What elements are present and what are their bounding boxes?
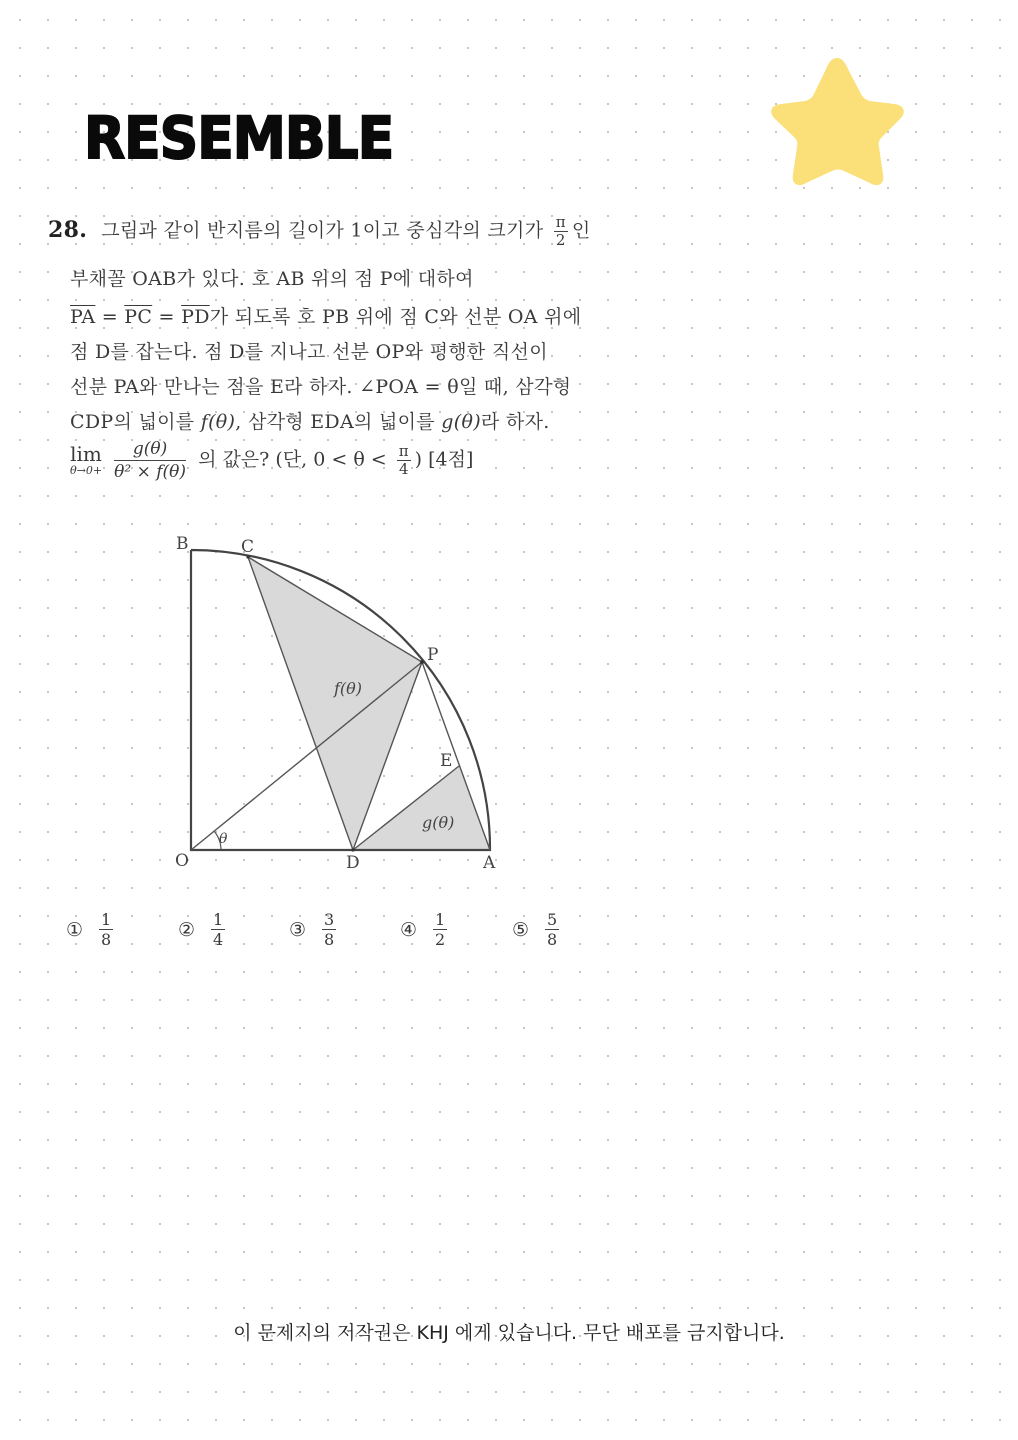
label-b: B [176, 534, 189, 554]
pi-over-2: $\frac{\pi}{2}$ [555, 213, 566, 249]
label-e: E [440, 751, 453, 771]
label-g-theta: g(θ) [422, 813, 455, 832]
choice-2[interactable]: ② $\frac{1}{4}$ [178, 910, 224, 949]
label-f-theta: f(θ) [334, 679, 363, 698]
problem-line-1: 부채꼴 OAB가 있다. 호 AB 위의 점 P에 대하여 [70, 268, 474, 290]
limit-fraction: $\frac{g(\theta)}{\text{θ² × f(θ)}}$ [114, 439, 187, 482]
limit-expression: lim θ→0+ $\frac{g(\theta)}{\text{θ² × f(θ)}}$ 의 값은? (단, 0 < θ < $\frac{\pi}{4}$ ) [4점] [70, 439, 474, 482]
triangle-cdp [248, 557, 422, 850]
choice-4[interactable]: ④ $\frac{1}{2}$ [400, 910, 446, 949]
problem-line-0: 28. 그림과 같이 반지름의 길이가 1이고 중심각의 크기가 $\frac{\pi}{2}$ 인 [48, 213, 591, 249]
label-o: O [175, 851, 189, 871]
choice-1[interactable]: ① $\frac{1}{8}$ [66, 910, 112, 949]
resemble-logo: RESEMBLE [84, 104, 394, 172]
answer-choices [66, 910, 586, 960]
problem-line-4: 선분 PA와 만나는 점을 E라 하자. ∠POA = θ일 때, 삼각형 [70, 376, 572, 398]
pi-over-4: $\frac{\pi}{4}$ [398, 442, 409, 478]
label-theta: θ [219, 831, 228, 847]
label-a: A [483, 853, 496, 873]
problem-line-5: CDP의 넓이를 f(θ), 삼각형 EDA의 넓이를 g(θ)라 하자. [70, 411, 550, 433]
star-icon [766, 52, 908, 190]
choice-5[interactable]: ⑤ $\frac{5}{8}$ [512, 910, 558, 949]
copyright-notice: 이 문제지의 저작권은 KHJ 에게 있습니다. 무단 배포를 금지합니다. [233, 1322, 785, 1344]
problem-line-2: $\overline{PA} = \overline{PC} = \overline{PD}$가 되도록 호 PB 위에 점 C와 선분 OA 위에 [70, 306, 582, 328]
choice-3[interactable]: ③ $\frac{3}{8}$ [289, 910, 335, 949]
label-c: C [241, 537, 255, 557]
label-d: D [346, 853, 360, 873]
question-number: 28. [48, 216, 88, 243]
label-p: P [427, 645, 439, 665]
sector-diagram [160, 525, 520, 880]
problem-line-3: 점 D를 잡는다. 점 D를 지나고 선분 OP와 평행한 직선이 [70, 341, 548, 363]
points-label: [4점] [428, 448, 474, 471]
